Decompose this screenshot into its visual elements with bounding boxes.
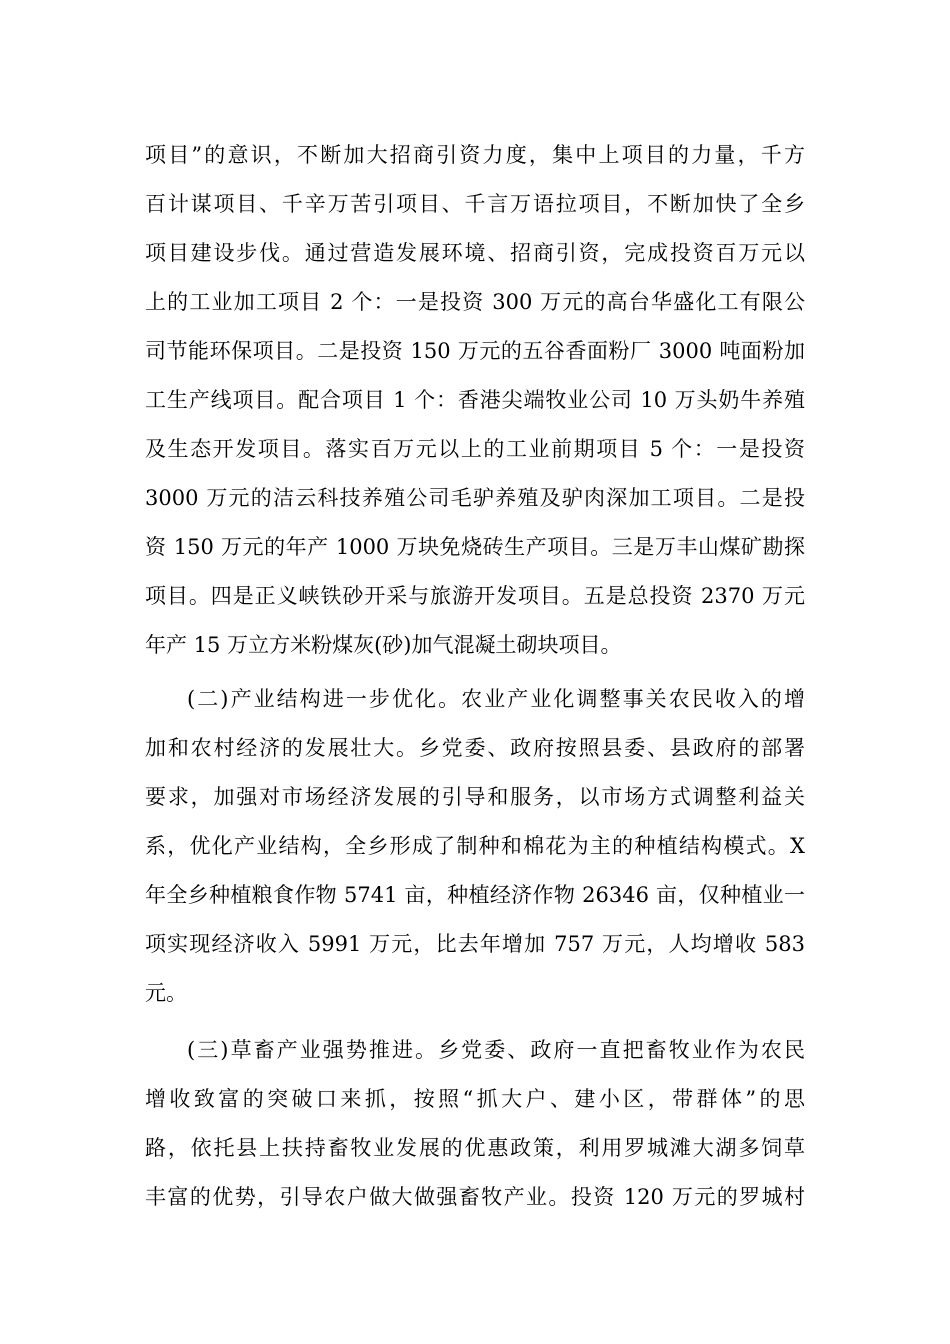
text-line: 加和农村经济的发展壮大。乡党委、政府按照县委、县政府的部署: [145, 736, 805, 760]
text-line: 系，优化产业结构，全乡形成了制种和棉花为主的种植结构模式。X: [145, 834, 805, 858]
text-line: 年产 15 万立方米粉煤灰(砂)加气混凝土砌块项目。: [145, 633, 622, 657]
text-line: 要求，加强对市场经济发展的引导和服务，以市场方式调整利益关: [145, 785, 805, 809]
text-line: 项目”的意识，不断加大招商引资力度，集中上项目的力量，千方: [145, 143, 805, 167]
text-line: 项目建设步伐。通过营造发展环境、招商引资，完成投资百万元以: [145, 241, 805, 265]
text-line: 3000 万元的洁云科技养殖公司毛驴养殖及驴肉深加工项目。二是投: [145, 486, 805, 510]
text-line: 年全乡种植粮食作物 5741 亩，种植经济作物 26346 亩，仅种植业一: [145, 883, 805, 907]
paragraph-heading-line: (二)产业结构进一步优化。农业产业化调整事关农民收入的增: [187, 687, 805, 711]
text-line: 上的工业加工项目 2 个：一是投资 300 万元的高台华盛化工有限公: [145, 290, 805, 314]
text-line: 元。: [145, 981, 187, 1005]
text-line: 项实现经济收入 5991 万元，比去年增加 757 万元，人均增收 583: [145, 932, 805, 956]
text-line: 丰富的优势，引导农户做大做强畜牧产业。投资 120 万元的罗城村: [145, 1185, 805, 1209]
text-line: 项目。四是正义峡铁砂开采与旅游开发项目。五是总投资 2370 万元: [145, 584, 805, 608]
paragraph-heading-line: (三)草畜产业强势推进。乡党委、政府一直把畜牧业作为农民: [187, 1038, 805, 1062]
text-line: 及生态开发项目。落实百万元以上的工业前期项目 5 个：一是投资: [145, 437, 805, 461]
text-line: 司节能环保项目。二是投资 150 万元的五谷香面粉厂 3000 吨面粉加: [145, 339, 805, 363]
text-line: 增收致富的突破口来抓，按照“抓大户、建小区，带群体”的思: [145, 1087, 805, 1111]
text-line: 百计谋项目、千辛万苦引项目、千言万语拉项目，不断加快了全乡: [145, 192, 805, 216]
text-line: 路，依托县上扶持畜牧业发展的优惠政策，利用罗城滩大湖多饲草: [145, 1136, 805, 1160]
text-line: 工生产线项目。配合项目 1 个：香港尖端牧业公司 10 万头奶牛养殖: [145, 388, 805, 412]
text-line: 资 150 万元的年产 1000 万块免烧砖生产项目。三是万丰山煤矿勘探: [145, 535, 805, 559]
